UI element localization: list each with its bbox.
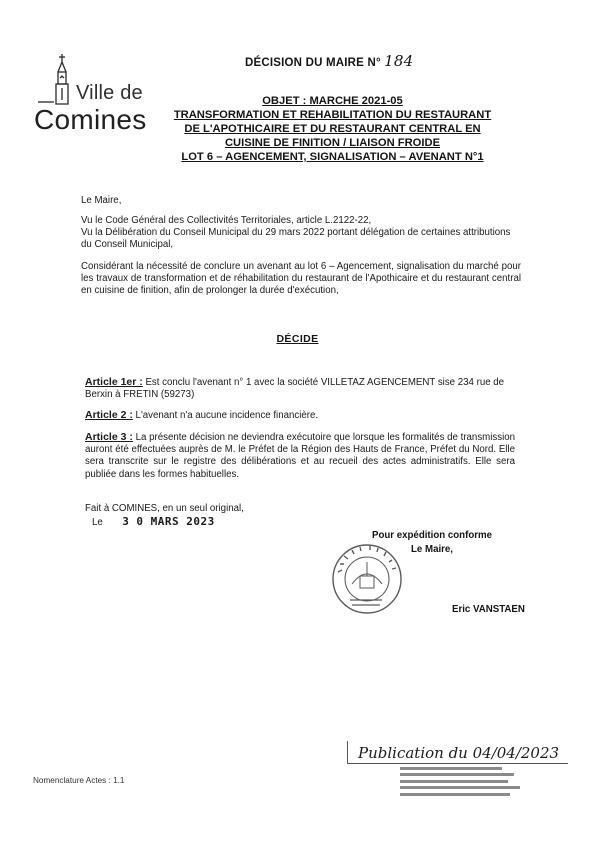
decision-title — [245, 52, 413, 70]
receipt-line — [400, 767, 502, 770]
mairie-seal-stamp — [330, 542, 404, 616]
visa-block — [81, 215, 521, 252]
church-tower-icon — [32, 52, 78, 108]
objet-line-3: CUISINE DE FINITION / LIAISON FROIDE — [224, 137, 441, 149]
considerant-paragraph: Considérant la nécessité de conclure un avenant au lot 6 – Agencement, signalisation du marché pour les travaux de transformation et de réhabilitation du restaurant de l'Apothicaire et du restaurant central en cuisine de finition, afin de prolonger la durée d'exécution, — [81, 261, 521, 297]
visa-cgct: Vu le Code Général des Collectivités Territoriales, article L.2122-22, — [81, 215, 372, 226]
logo-ville-de: Ville de — [76, 82, 143, 104]
decision-label: DÉCISION DU MAIRE N° — [245, 57, 381, 69]
objet-line-4: LOT 6 – AGENCEMENT, SIGNALISATION – AVENANT N°1 — [181, 151, 484, 163]
decide-heading: DÉCIDE — [276, 333, 319, 345]
prefecture-receipt-stamp — [400, 767, 520, 799]
date-stamp: 3 0 MARS 2023 — [122, 515, 215, 528]
article-2-label: Article 2 : — [85, 409, 133, 421]
article-3-label: Article 3 : — [85, 431, 133, 443]
nomenclature-actes: Nomenclature Actes : 1.1 — [33, 776, 125, 785]
receipt-line — [400, 773, 514, 776]
article-1-label: Article 1er : — [85, 376, 143, 388]
publication-handwritten: Publication du 04/04/2023 — [358, 744, 560, 762]
receipt-line — [400, 780, 508, 783]
pour-expedition-conforme: Pour expédition conforme — [371, 530, 493, 541]
logo-comines: Comines — [34, 104, 147, 135]
date-line — [92, 516, 215, 529]
article-2-text: L'avenant n'a aucune incidence financière. — [132, 410, 319, 421]
article-2 — [85, 409, 515, 422]
ville-de-comines-logo — [32, 52, 154, 134]
receipt-line — [400, 786, 520, 789]
signer-name: Eric VANSTAEN — [452, 604, 525, 615]
article-3-text: La présente décision ne deviendra exécutoire que lorsque les formalités de transmission auront été effectuées auprès de M. le Préfet de la Région des Hauts de France, Préfet du Nord. Elle sera transcrite sur le registre des délibérations et au recueil des actes administratifs. Elle sera publiée dans les formes habituelles. — [85, 432, 515, 480]
article-3 — [85, 431, 515, 481]
fait-a-comines: Fait à COMINES, en un seul original, — [85, 503, 244, 514]
visa-deliberation: Vu la Délibération du Conseil Municipal du 29 mars 2022 portant délégation de certaines attributions du Conseil Municipal, — [81, 227, 511, 251]
objet-label: OBJET : MARCHE 2021-05 — [262, 95, 403, 107]
article-1 — [85, 376, 515, 401]
objet-line-2: DE L'APOTHICAIRE ET DU RESTAURANT CENTRAL EN — [184, 123, 481, 135]
article-1-text: Est conclu l'avenant n° 1 avec la société VILLETAZ AGENCEMENT sise 234 rue de Berxin à FRETIN (59273) — [85, 377, 505, 401]
receipt-line — [400, 793, 510, 796]
le-maire-signature: Le Maire, — [411, 544, 453, 555]
objet-line-1: TRANSFORMATION ET REHABILITATION DU RESTAURANT — [173, 109, 492, 121]
decision-number-handwritten: 184 — [384, 52, 414, 70]
date-le: Le — [92, 517, 103, 528]
le-maire: Le Maire, — [81, 195, 122, 206]
objet-block — [160, 94, 505, 164]
